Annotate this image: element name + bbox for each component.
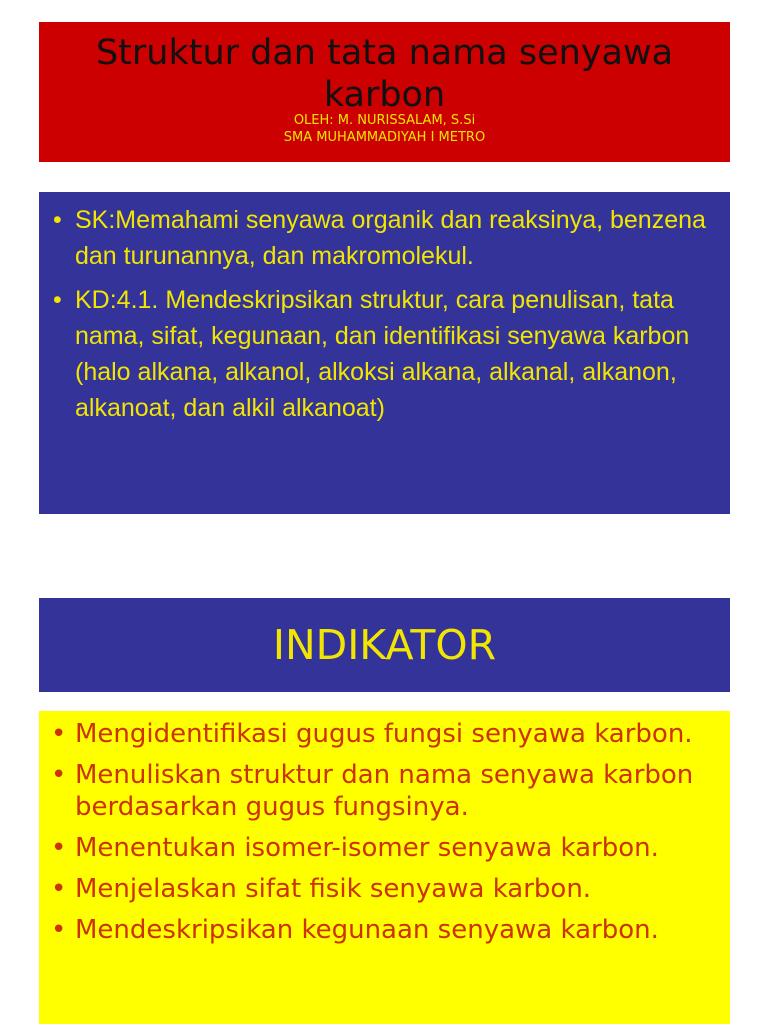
- indicator-item: [51, 873, 714, 905]
- competency-slide: [39, 192, 730, 514]
- indicator-item: [51, 718, 714, 750]
- competency-text: SK:Memahami senyawa organik dan reaksinya, benzena dan turunannya, dan makromolekul.: [75, 206, 706, 270]
- indicator-item: [51, 914, 714, 946]
- indicator-title-slide: [39, 598, 730, 692]
- indicator-item: [51, 759, 714, 823]
- indicator-heading: INDIKATOR: [272, 621, 497, 669]
- indicator-text: Menentukan isomer-isomer senyawa karbon.: [75, 833, 659, 863]
- competency-item-sk: [53, 202, 712, 274]
- school-line: SMA MUHAMMADIYAH I METRO: [283, 130, 486, 145]
- indicator-slide: [39, 711, 730, 1024]
- indicator-text: Mengidentifikasi gugus fungsi senyawa karbon.: [75, 719, 693, 749]
- indicator-list: [51, 718, 714, 946]
- bullet-icon: •: [53, 206, 62, 234]
- bullet-icon: •: [53, 286, 62, 314]
- bullet-icon: •: [51, 874, 67, 904]
- indicator-text: Mendeskripsikan kegunaan senyawa karbon.: [75, 915, 659, 945]
- title-slide: [39, 22, 730, 162]
- indicator-text: Menjelaskan sifat fisik senyawa karbon.: [75, 874, 592, 904]
- bullet-icon: •: [51, 719, 67, 749]
- indicator-item: [51, 832, 714, 864]
- competency-list: [53, 202, 712, 426]
- slide-title: Struktur dan tata nama senyawa karbon: [95, 33, 674, 115]
- competency-text: KD:4.1. Mendeskripsikan struktur, cara penulisan, tata nama, sifat, kegunaan, dan identifikasi senyawa karbon (halo alkana, alkanol, alkoksi alkana, alkanal, alkanon, alkanoat, dan alkil alkanoat): [75, 286, 690, 422]
- bullet-icon: •: [51, 833, 67, 863]
- indicator-text: Menuliskan struktur dan nama senyawa karbon berdasarkan gugus fungsinya.: [75, 760, 694, 822]
- bullet-icon: •: [51, 760, 67, 790]
- author-line: OLEH: M. NURISSALAM, S.Si: [293, 113, 476, 128]
- bullet-icon: •: [51, 915, 67, 945]
- competency-item-kd: [53, 282, 712, 426]
